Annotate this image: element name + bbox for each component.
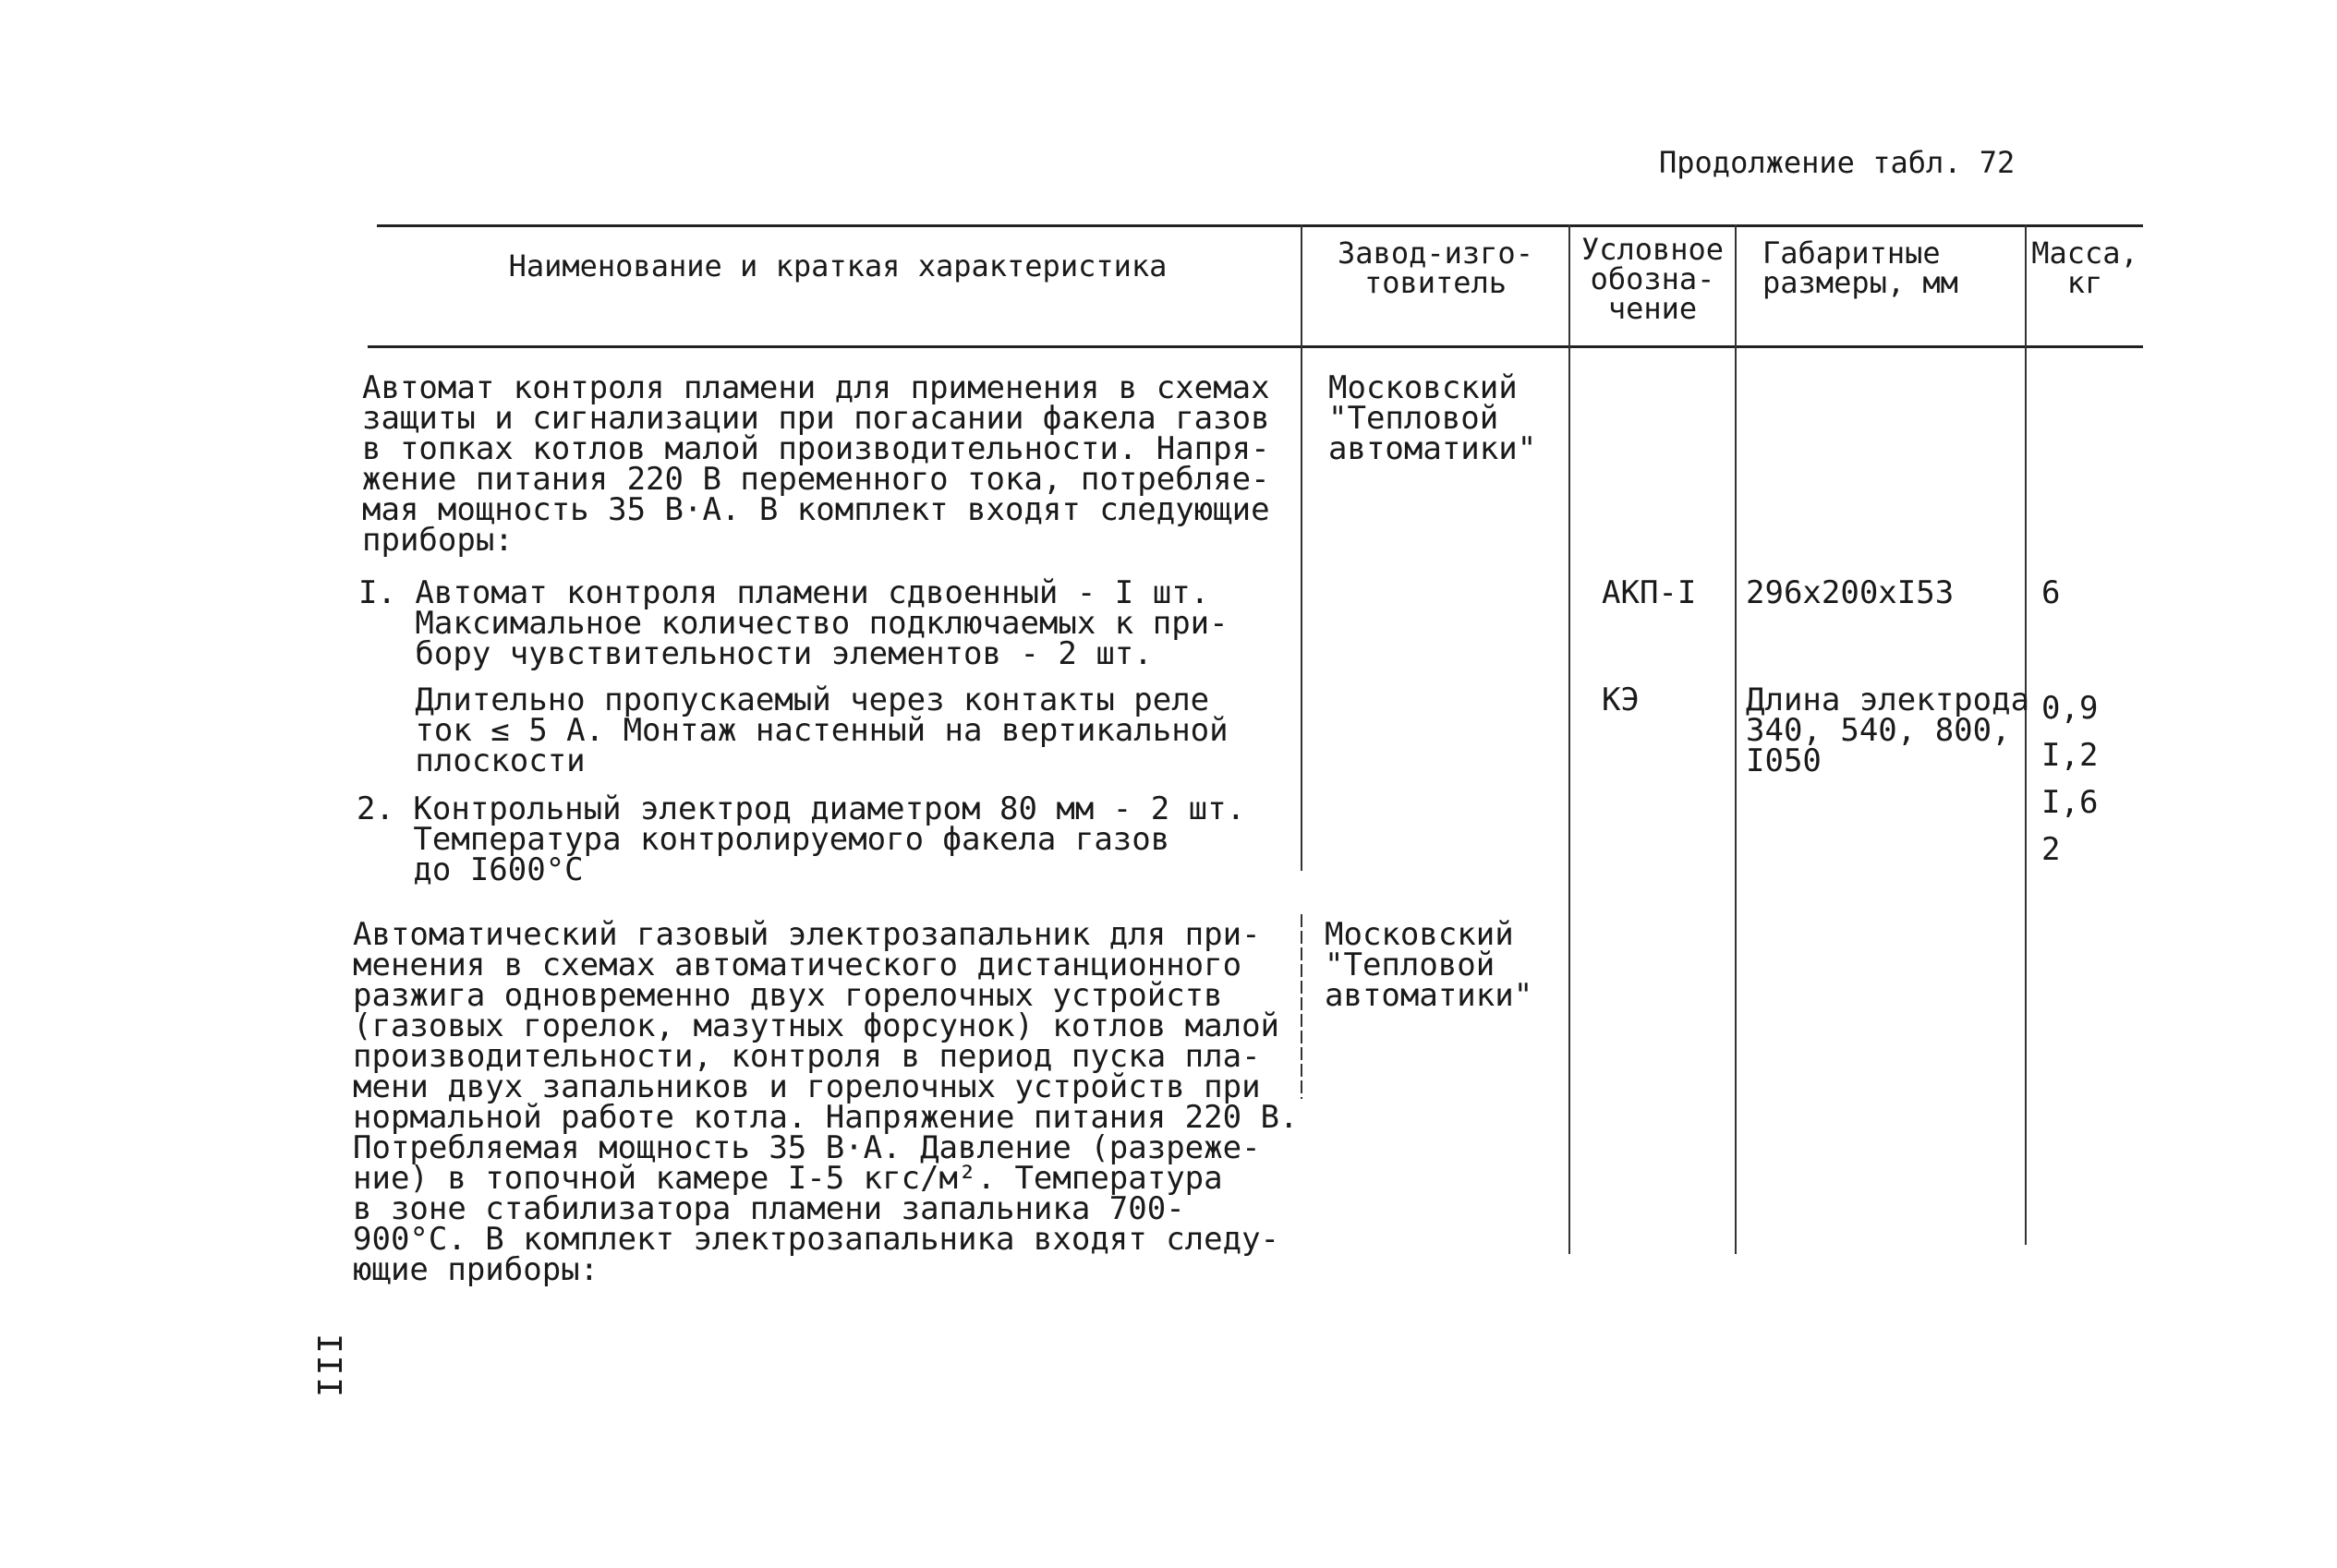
row-5-manufacturer: Московский "Тепловой автоматики"	[1325, 916, 1533, 1014]
header-name: Наименование и краткая характеристика	[508, 248, 1168, 283]
header-manufacturer: Завод-изго- товитель	[1338, 235, 1533, 300]
column-divider-2	[1568, 224, 1570, 1254]
row-3-dimensions: Длина электрода 340, 540, 800, I050	[1746, 681, 2030, 779]
row-1-name: Автомат контроля пламени для применения в схемах защиты и сигнализации при погасании факела газов в топках котлов малой производительности. Напря- жение питания 220 В переменного тока, потребляе- мая мощность 35 В·А. В комплект входят следующие приборы:	[362, 369, 1270, 559]
page-number: III	[309, 1333, 347, 1400]
row-3-designation: КЭ	[1602, 681, 1640, 718]
row-5-name: Автоматический газовый электрозапальник для при- менения в схемах автоматического дистанционного разжига одновременно двух горелочных устройств (газовых горелок, мазутных форсунок) котлов малой производительности, контроля в период пуска пла- мени двух запальников и горелочных устройств при нормальной работе котла. Напряжение питания 220 В. Потребляемая мощность 35 В·А. Давление (разреже- ние) в топочной камере I-5 кгс/м². Температура в зоне стабилизатора пламени запальника 700- 900°С. В комплект электрозапальника входят следу- ющие приборы:	[353, 916, 1299, 1288]
row-3-name: Длительно пропускаемый через контакты реле ток ≤ 5 А. Монтаж настенный на вертикальной плоскости	[415, 681, 1229, 779]
column-divider-1-lower	[1301, 914, 1302, 1099]
header-mass: Масса, кг	[2031, 235, 2138, 300]
header-dimensions: Габаритные размеры, мм	[1762, 235, 1958, 300]
row-4-name: 2. Контрольный электрод диаметром 80 мм - 2 шт. Температура контролируемого факела газов до I600°С	[357, 790, 1246, 888]
row-2-designation: АКП-I	[1602, 574, 1697, 611]
row-2-mass: 6	[2041, 574, 2061, 611]
column-divider-3	[1735, 224, 1737, 1254]
row-3-mass: 0,9 I,2 I,6 2	[2041, 690, 2099, 868]
header-designation: Условное обозна- чение	[1580, 232, 1725, 326]
table-caption: Продолжение табл. 72	[1659, 145, 2016, 180]
table-top-rule	[377, 224, 2143, 227]
row-2-dimensions: 296х200хI53	[1746, 574, 1955, 611]
column-divider-1	[1301, 224, 1302, 871]
row-1-manufacturer: Московский "Тепловой автоматики"	[1328, 369, 1537, 467]
header-bottom-rule	[368, 345, 2143, 348]
row-2-name: I. Автомат контроля пламени сдвоенный - I шт. Максимальное количество подключаемых к при- бору чувствительности элементов - 2 шт.	[358, 574, 1229, 672]
